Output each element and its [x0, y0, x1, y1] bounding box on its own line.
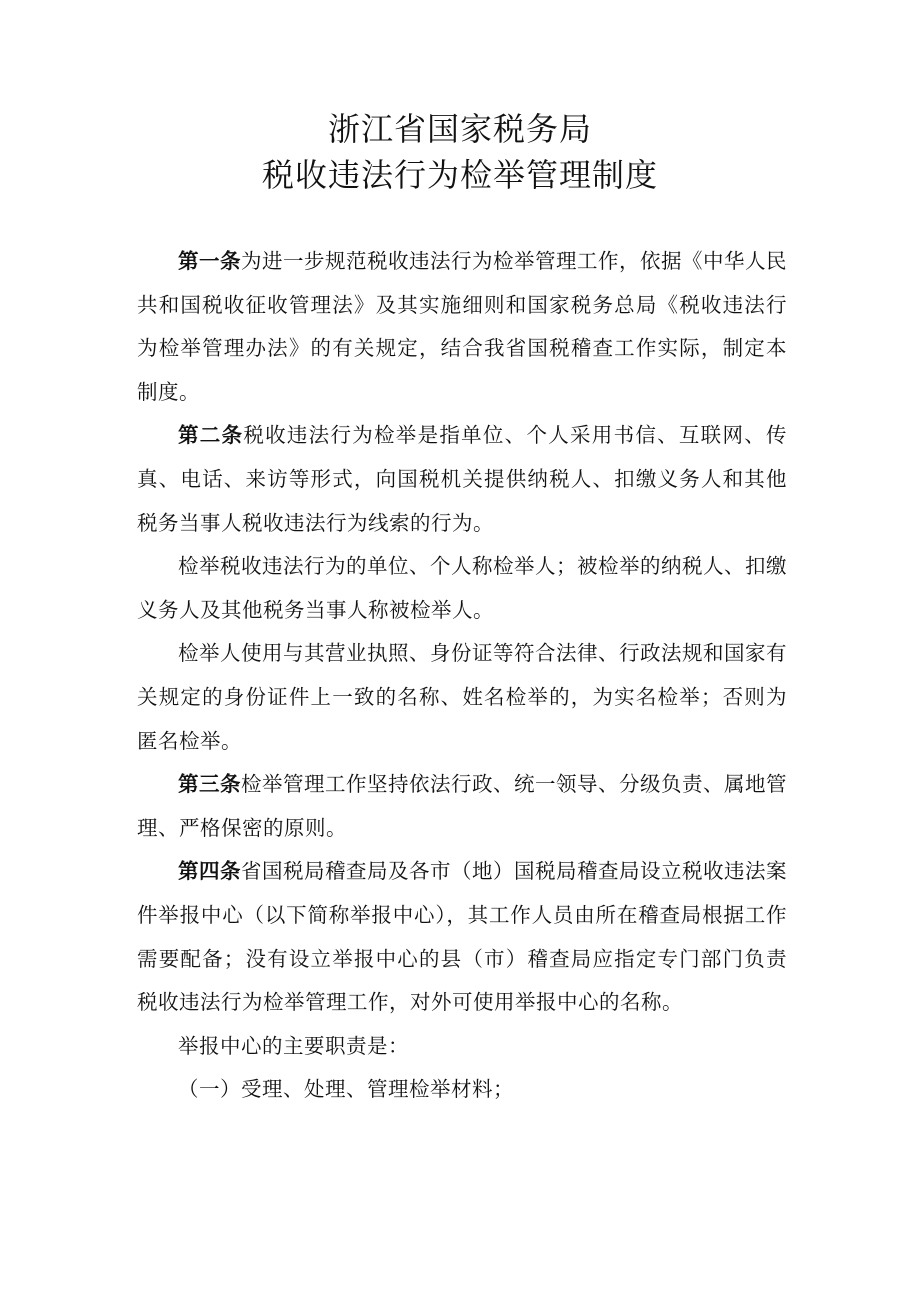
paragraph-text: 为进一步规范税收违法行为检举管理工作，依据《中华人民共和国税收征收管理法》及其实施细则和国家税务总局《税收违法行为检举管理办法》的有关规定，结合我省国税稽查工作实际，制定本制度。: [137, 249, 787, 404]
paragraph-text: 检举管理工作坚持依法行政、统一领导、分级负责、属地管理、严格保密的原则。: [137, 772, 787, 840]
article-1-paragraph: [137, 240, 787, 414]
title-line-2: 税收违法行为检举管理制度: [261, 156, 658, 194]
paragraph-text: 检举人使用与其营业执照、身份证等符合法律、行政法规和国家有关规定的身份证件上一致的名称、姓名检举的，为实名检举；否则为匿名检举。: [137, 641, 787, 753]
document-title: [0, 106, 920, 198]
article-2-paragraph: [137, 414, 787, 545]
article-label: 第四条: [178, 859, 241, 884]
document-body: [137, 240, 787, 1112]
article-label: 第二条: [178, 423, 244, 448]
paragraph-text: （一）受理、处理、管理检举材料；: [178, 1077, 514, 1102]
title-line-1: 浙江省国家税务局: [327, 110, 592, 148]
article-label: 第一条: [178, 249, 241, 273]
paragraph-text: 税收违法行为检举是指单位、个人采用书信、互联网、传真、电话、来访等形式，向国税机关提供纳税人、扣缴义务人和其他税务当事人税收违法行为线索的行为。: [137, 423, 788, 535]
article-4-paragraph-2: [137, 1025, 787, 1069]
article-2-paragraph-2: [137, 545, 787, 632]
paragraph-text: 检举税收违法行为的单位、个人称检举人；被检举的纳税人、扣缴义务人及其他税务当事人称被检举人。: [137, 554, 787, 622]
article-2-paragraph-3: [137, 632, 787, 763]
article-label: 第三条: [178, 772, 241, 797]
article-3-paragraph: [137, 763, 787, 850]
article-4-item-1: [137, 1068, 787, 1112]
article-4-paragraph: [137, 850, 787, 1024]
paragraph-text: 举报中心的主要职责是：: [178, 1033, 409, 1058]
paragraph-text: 省国税局稽查局及各市（地）国税局稽查局设立税收违法案件举报中心（以下简称举报中心），其工作人员由所在稽查局根据工作需要配备；没有设立举报中心的县（市）稽查局应指定专门部门负责税收违法行为检举管理工作，对外可使用举报中心的名称。: [137, 859, 787, 1015]
